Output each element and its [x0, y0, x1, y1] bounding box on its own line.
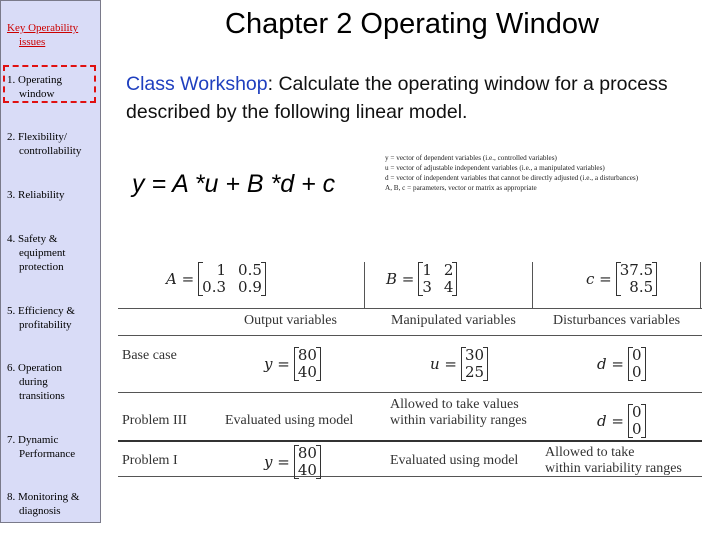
- row-label-base-case: Base case: [122, 348, 177, 363]
- grid-line: [364, 262, 365, 308]
- sidebar-item-transitions[interactable]: 6. Operation during transitions: [7, 362, 65, 402]
- matrix-c: c = 37.5 8.5: [586, 262, 657, 296]
- column-header-output: Output variables: [244, 313, 337, 328]
- workshop-label: Class Workshop: [126, 73, 268, 95]
- definition-params: A, B, c = parameters, vector or matrix as appropriate: [385, 184, 537, 192]
- problem-i-output-vector: y = 80 40: [264, 445, 321, 479]
- workshop-statement: [126, 70, 716, 126]
- sidebar-item-safety[interactable]: 4. Safety & equipment protection: [7, 233, 66, 273]
- sidebar-item-monitoring[interactable]: 8. Monitoring & diagnosis: [7, 491, 80, 517]
- grid-line: [700, 262, 701, 308]
- sidebar-title: Key Operability issues: [7, 22, 79, 48]
- matrix-b-values: 1 2 3 4: [418, 262, 457, 296]
- sidebar-item-efficiency[interactable]: 5. Efficiency & profitability: [7, 305, 75, 331]
- column-header-manipulated: Manipulated variables: [391, 313, 516, 328]
- variable-definitions: [385, 153, 715, 193]
- problem-iii-manipulated-cell: Allowed to take values within variability ranges: [390, 397, 527, 428]
- problem-iii-output-cell: Evaluated using model: [225, 413, 354, 428]
- grid-line: [118, 308, 702, 309]
- sidebar-item-dynamic-performance[interactable]: 7. Dynamic Performance: [7, 434, 76, 460]
- matrix-b: B = 1 2 3 4: [386, 262, 457, 296]
- matrix-a-values: 1 0.5 0.3 0.9: [198, 262, 266, 296]
- sidebar-item-reliability[interactable]: 3. Reliability: [7, 189, 65, 201]
- page-title: Chapter 2 Operating Window: [225, 8, 599, 40]
- grid-line: [118, 392, 702, 393]
- grid-line: [118, 440, 702, 442]
- problem-i-manipulated-cell: Evaluated using model: [390, 453, 519, 468]
- definition-d: d = vector of independent variables that cannot be directly adjusted (i.e., a disturbances): [385, 174, 639, 182]
- sidebar-item-operating-window[interactable]: 1. Operating window: [7, 74, 62, 100]
- grid-line: [118, 335, 702, 336]
- model-equation: y = A *u + B *d + c: [132, 170, 336, 198]
- sidebar-item-flexibility[interactable]: 2. Flexibility/ controllability: [7, 131, 82, 157]
- definition-u: u = vector of adjustable independent variables (i.e., a manipulated variables): [385, 164, 605, 172]
- problem-i-disturbance-cell: Allowed to take within variability ranges: [545, 445, 682, 476]
- base-output-vector: y = 80 40: [264, 347, 321, 381]
- definition-y: y = vector of dependent variables (i.e., controlled variables): [385, 154, 557, 162]
- problem-iii-disturbance-vector: d = 0 0: [597, 404, 646, 438]
- workshop-text: : Calculate the operating window for a process described by the following linear model.: [126, 73, 668, 123]
- row-label-problem-i: Problem I: [122, 453, 178, 468]
- grid-line: [532, 262, 533, 308]
- column-header-disturbances: Disturbances variables: [553, 313, 681, 328]
- matrix-c-values: 37.5 8.5: [616, 262, 657, 296]
- base-disturbance-vector: d = 0 0: [597, 347, 646, 381]
- matrix-a: A = 1 0.5 0.3 0.9: [166, 262, 266, 296]
- base-manipulated-vector: u = 30 25: [430, 347, 488, 381]
- row-label-problem-iii: Problem III: [122, 413, 187, 428]
- sidebar-nav: [0, 0, 101, 523]
